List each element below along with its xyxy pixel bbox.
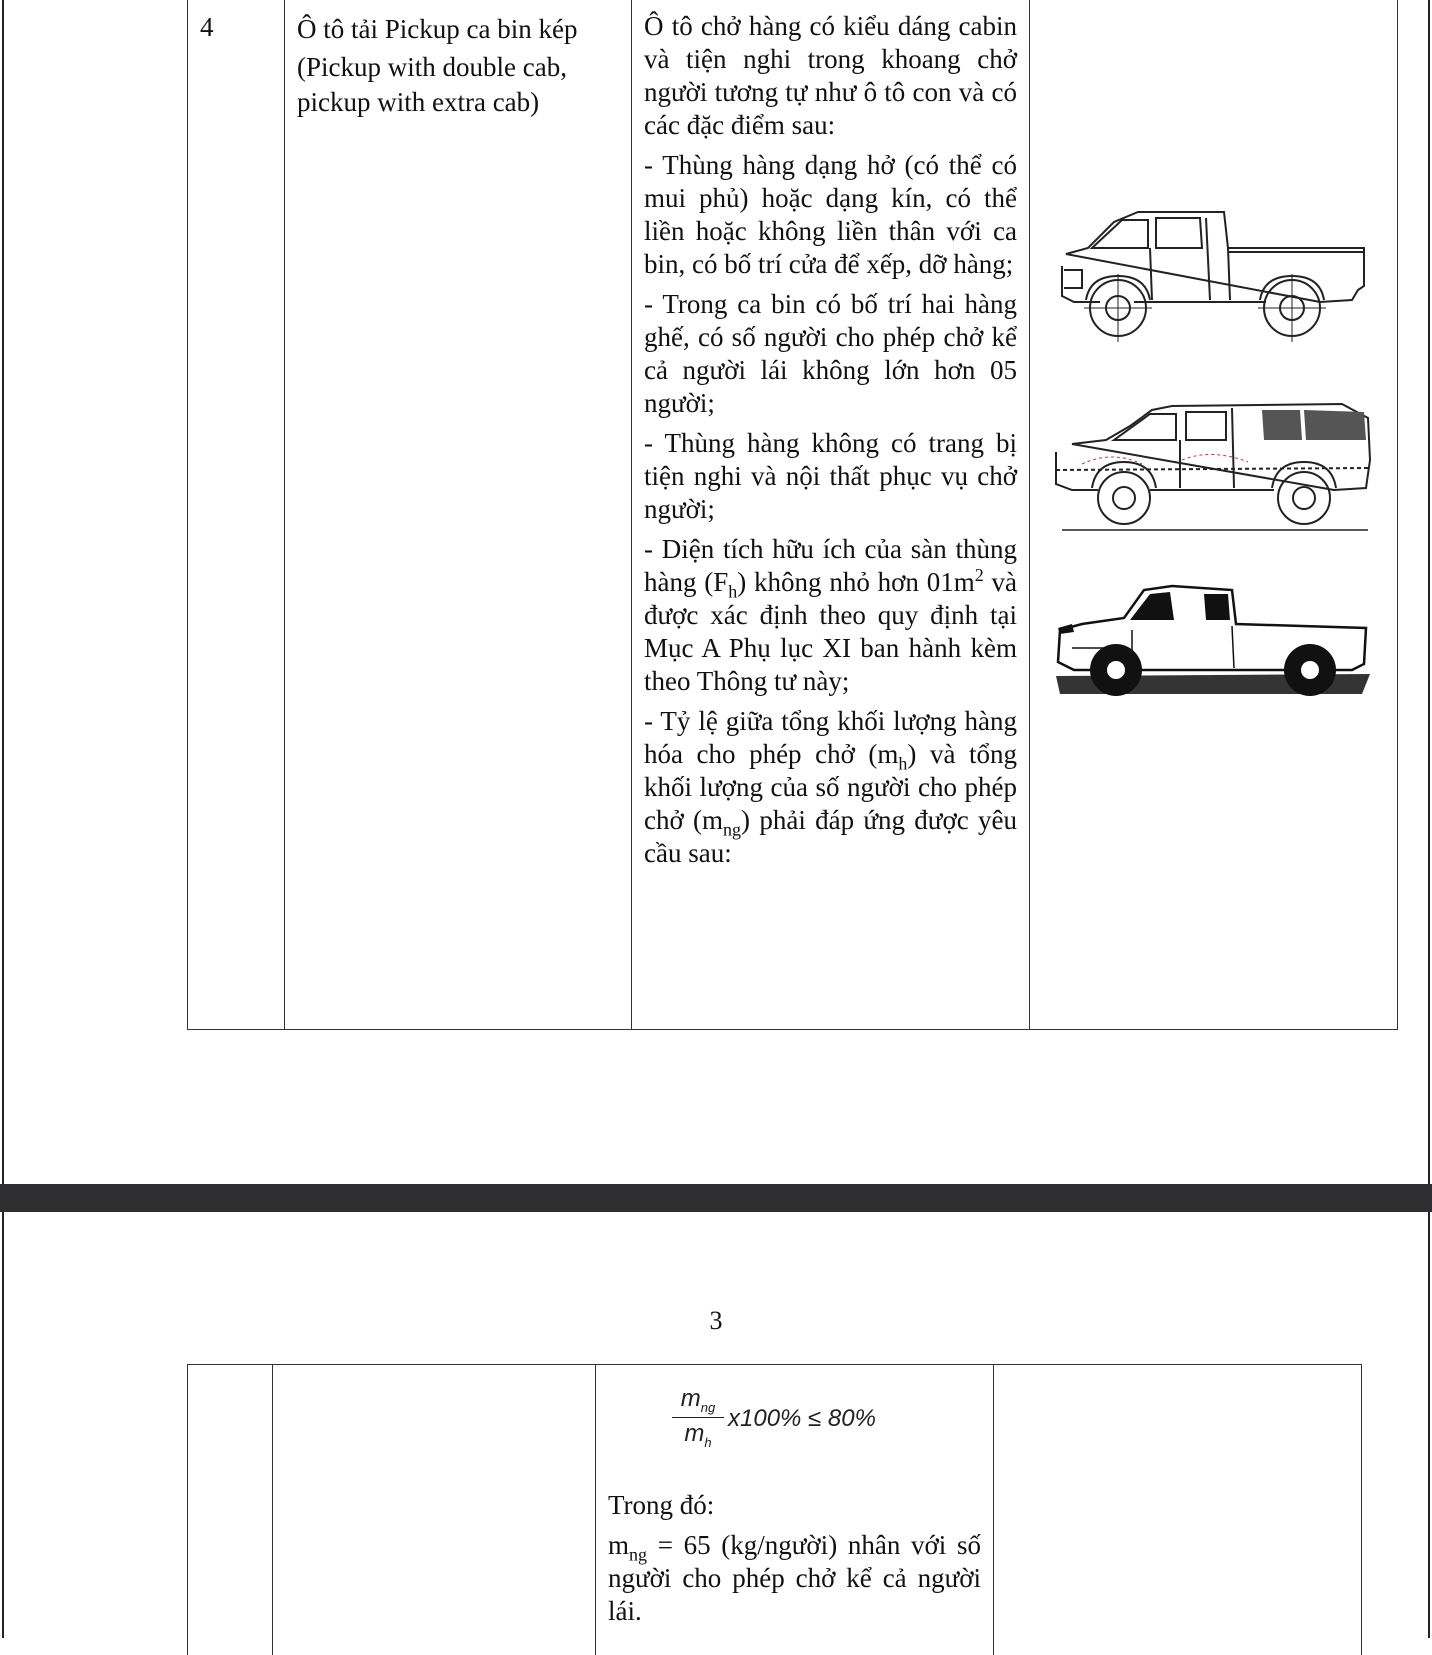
description-bullet: - Thùng hàng dạng hở (có thể có mui phủ) hoặc dạng kín, có thể liền hoặc không liền thân với ca bin, có bố trí cửa để xếp, dỡ hàng;	[644, 149, 1017, 281]
description-bullet: - Thùng hàng không có trang bị tiện nghi và nội thất phục vụ chở người;	[644, 427, 1017, 526]
description-cell	[596, 1365, 994, 1655]
where-definition: $m_{ng} = 65$ (kg/người) nhân với số người cho phép chở kể cả người lái.	[608, 1529, 981, 1628]
table-row	[188, 1365, 1362, 1655]
pickup-extra-cab-illustration	[1052, 584, 1374, 704]
pickup-double-cab-illustration	[1052, 208, 1374, 348]
row-number-cell	[188, 0, 285, 1030]
vehicle-name-cell	[273, 1365, 596, 1655]
formula-condition: x100% ≤ 80%	[728, 1405, 876, 1433]
description-cell	[632, 0, 1030, 1030]
vehicle-name-vi: Ô tô tải Pickup ca bin kép	[297, 12, 619, 47]
vehicle-name-cell	[285, 0, 632, 1030]
page-number: 3	[4, 1306, 1428, 1336]
description-bullet: - Tỷ lệ giữa tổng khối lượng hàng hóa cho phép chở $(m_h)$ và tổng khối lượng của số người cho phép chở $(m_{ng})$ phải đáp ứng được yêu cầu sau:	[644, 705, 1017, 870]
description-intro: Ô tô chở hàng có kiểu dáng cabin và tiện nghi trong khoang chở người tương tự như ô tô con và có các đặc điểm sau:	[644, 10, 1017, 142]
row-number: 4	[200, 12, 214, 42]
document-page-1	[2, 0, 1430, 1184]
pickup-canopy-illustration	[1052, 400, 1374, 532]
formula-fraction: $m_{ng}$ $m_h$	[672, 1385, 724, 1448]
document-page-2	[2, 1212, 1430, 1638]
vehicle-type-table-continued	[187, 1364, 1362, 1655]
table-row	[188, 0, 1398, 1030]
description-bullet: - Trong ca bin có bố trí hai hàng ghế, có số người cho phép chở kể cả người lái không lớn hơn 05 người;	[644, 288, 1017, 420]
illustration-cell	[1030, 0, 1398, 1030]
illustration-cell	[994, 1365, 1362, 1655]
row-number-cell	[188, 1365, 273, 1655]
page-gap	[0, 1184, 1432, 1212]
vehicle-name-en: (Pickup with double cab, pickup with extra cab)	[297, 50, 619, 120]
vehicle-type-table	[187, 0, 1398, 1030]
description-bullet: - Diện tích hữu ích của sàn thùng hàng $(F_h)$ không nhỏ hơn $01m^2$ và được xác định theo quy định tại Mục A Phụ lục XI ban hành kèm theo Thông tư này;	[644, 533, 1017, 698]
where-label: Trong đó:	[608, 1489, 981, 1522]
ratio-formula	[608, 1375, 981, 1471]
